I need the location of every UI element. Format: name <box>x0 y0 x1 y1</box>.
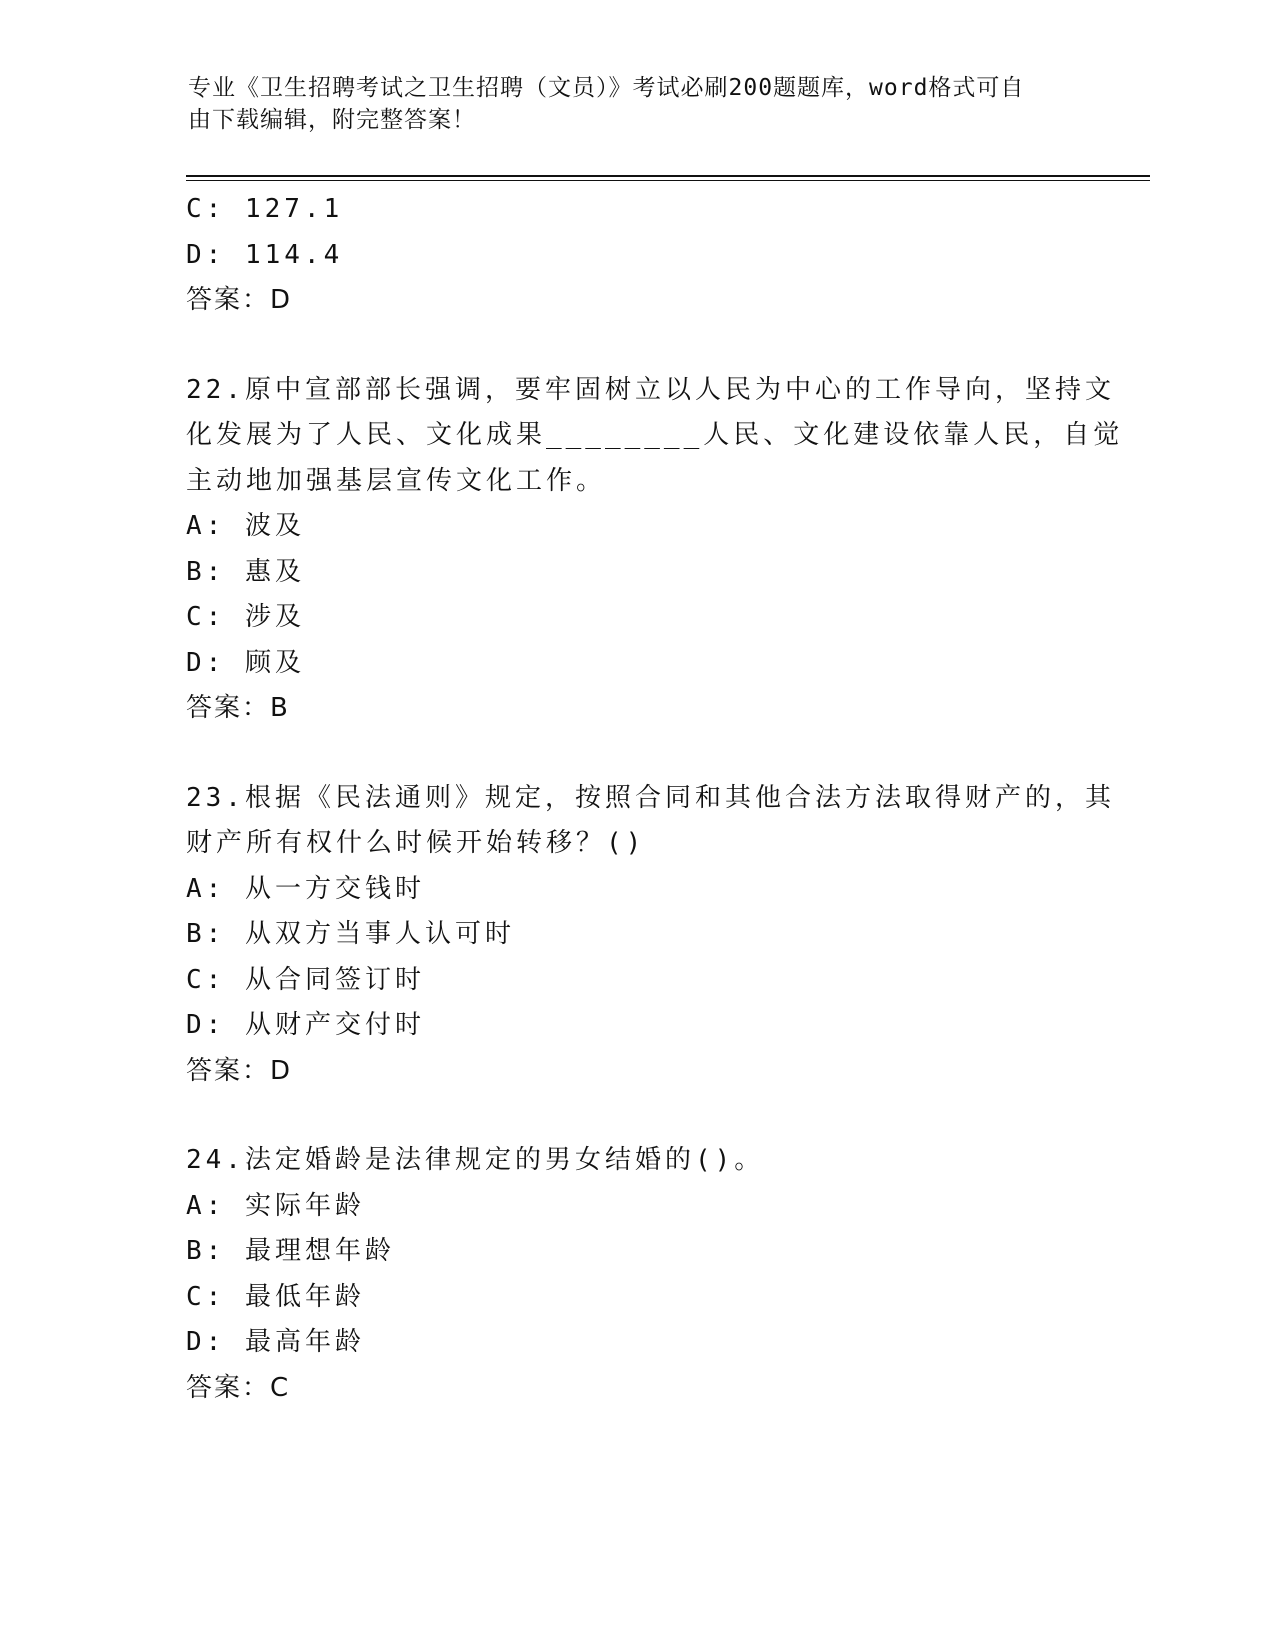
header-divider-thin <box>186 180 1150 181</box>
prev-question-tail <box>186 187 1086 324</box>
option-c: C: 127.1 <box>186 194 344 224</box>
answer-line: 答案：B <box>186 693 290 723</box>
question-gap <box>186 324 1086 368</box>
option-b: B: 惠及 <box>186 556 305 587</box>
option-a: A: 从一方交钱时 <box>186 873 425 904</box>
option-c: C: 涉及 <box>186 602 305 632</box>
document-header <box>188 72 1078 136</box>
question-gap <box>186 732 1086 776</box>
option-c: C: 最低年龄 <box>186 1281 365 1312</box>
question-23 <box>186 776 1115 1095</box>
question-text-line: 24.法定婚龄是法律规定的男女结婚的()。 <box>186 1145 765 1175</box>
option-a: A: 波及 <box>186 511 305 541</box>
question-24 <box>186 1138 1086 1411</box>
question-22 <box>186 368 1124 732</box>
option-c: C: 从合同签订时 <box>186 964 425 995</box>
header-line-1: 专业《卫生招聘考试之卫生招聘（文员）》考试必刷200题题库，word格式可自 <box>188 75 1025 101</box>
answer-line: 答案：C <box>186 1372 291 1403</box>
option-a: A: 实际年龄 <box>186 1190 365 1221</box>
answer-line: 答案：D <box>186 1055 293 1086</box>
option-d: D: 顾及 <box>186 647 305 678</box>
option-d: D: 114.4 <box>186 239 344 270</box>
question-text-line: 化发展为了人民、文化成果________人民、文化建设依靠人民，自觉 <box>186 420 1124 450</box>
question-text-line: 22.原中宣部部长强调，要牢固树立以人民为中心的工作导向，坚持文 <box>186 374 1115 405</box>
question-text-line: 23.根据《民法通则》规定，按照合同和其他合法方法取得财产的，其 <box>186 782 1115 813</box>
question-text-line: 财产所有权什么时候开始转移？() <box>186 828 646 858</box>
option-d: D: 最高年龄 <box>186 1327 365 1357</box>
option-b: B: 从双方当事人认可时 <box>186 919 515 949</box>
answer-line: 答案：D <box>186 285 293 315</box>
header-line-2: 由下载编辑，附完整答案！ <box>188 107 476 133</box>
document-body <box>186 187 1124 1411</box>
option-b: B: 最理想年龄 <box>186 1236 395 1266</box>
option-d: D: 从财产交付时 <box>186 1010 425 1040</box>
header-divider-thick <box>186 175 1150 177</box>
question-gap <box>186 1094 1086 1138</box>
question-text-line: 主动地加强基层宣传文化工作。 <box>186 465 607 496</box>
